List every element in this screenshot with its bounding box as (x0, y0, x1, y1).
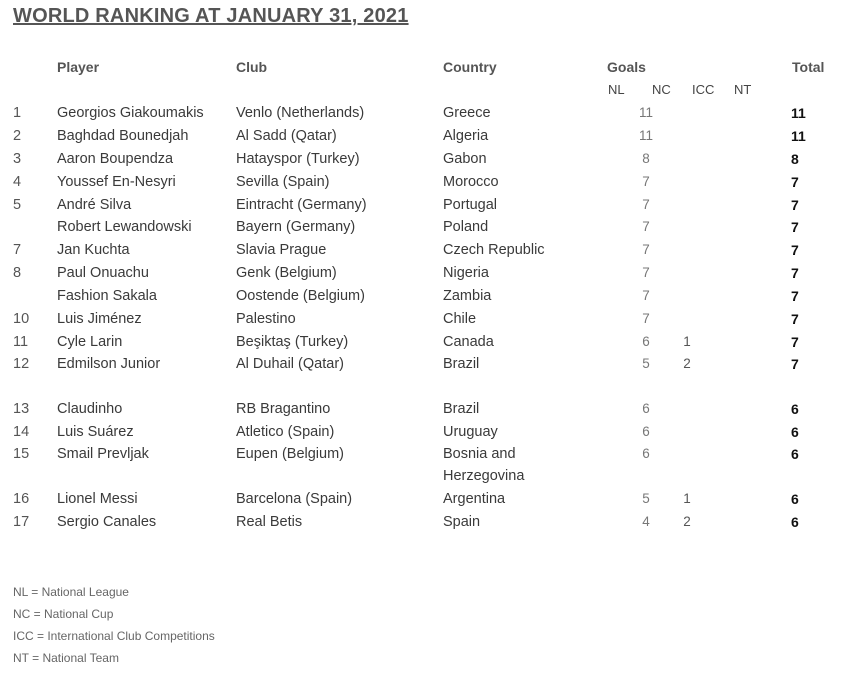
table-row (0, 102, 868, 124)
row-total: 6 (791, 401, 799, 417)
row-club: Hatayspor (Turkey) (236, 151, 360, 167)
row-club: Real Betis (236, 514, 303, 530)
row-total: 7 (791, 242, 799, 258)
row-rank: 16 (13, 491, 30, 507)
row-player: Luis Suárez (57, 424, 134, 440)
row-country: Brazil (443, 401, 480, 417)
row-rank: 4 (13, 174, 22, 190)
subheader-nl: NL (608, 82, 625, 97)
table-row (0, 488, 868, 510)
row-country: Algeria (443, 128, 489, 144)
row-club: Eupen (Belgium) (236, 446, 344, 462)
row-player: Smail Prevljak (57, 446, 149, 462)
header-total: Total (792, 59, 825, 75)
row-total: 7 (791, 311, 799, 327)
row-country: Portugal (443, 197, 498, 213)
legend-icc: ICC = International Club Competitions (13, 629, 215, 643)
row-country: Poland (443, 219, 489, 235)
row-player: Cyle Larin (57, 334, 123, 350)
row-player: Paul Onuachu (57, 265, 149, 281)
row-country: Chile (443, 311, 477, 327)
row-club: Barcelona (Spain) (236, 491, 353, 507)
row-nl-goals: 7 (642, 197, 650, 212)
row-total: 7 (791, 197, 799, 213)
table-row (0, 125, 868, 147)
row-country: Morocco (443, 174, 499, 190)
row-rank: 1 (13, 105, 22, 121)
row-total: 7 (791, 265, 799, 281)
row-nl-goals: 6 (642, 424, 650, 439)
row-player: Lionel Messi (57, 491, 138, 507)
row-country: Nigeria (443, 265, 489, 281)
table-row (0, 194, 868, 216)
table-row (0, 398, 868, 420)
row-total: 11 (791, 128, 806, 144)
subheader-icc: ICC (692, 82, 715, 97)
row-nl-goals: 7 (642, 174, 650, 189)
row-rank: 10 (13, 311, 30, 327)
row-player: Luis Jiménez (57, 311, 142, 327)
row-club: RB Bragantino (236, 401, 331, 417)
row-country: Uruguay (443, 424, 498, 440)
header-country: Country (443, 59, 497, 75)
row-player: Aaron Boupendza (57, 151, 174, 167)
row-rank: 5 (13, 197, 22, 213)
legend-nt: NT = National Team (13, 651, 119, 665)
row-country: Brazil (443, 356, 480, 372)
row-club: Al Duhail (Qatar) (236, 356, 344, 372)
table-row (0, 308, 868, 330)
row-total: 6 (791, 446, 799, 462)
row-club: Slavia Prague (236, 242, 327, 258)
table-row (0, 262, 868, 284)
row-player: Jan Kuchta (57, 242, 130, 258)
row-rank: 3 (13, 151, 22, 167)
subheader-nt: NT (734, 82, 752, 97)
row-rank: 17 (13, 514, 30, 530)
legend-nl: NL = National League (13, 585, 129, 599)
row-total: 8 (791, 151, 799, 167)
legend-nc: NC = National Cup (13, 607, 114, 621)
subheader-nc: NC (652, 82, 671, 97)
row-nc-goals: 1 (683, 334, 691, 349)
row-nl-goals: 7 (642, 219, 650, 234)
row-rank: 13 (13, 401, 30, 417)
table-row (0, 239, 868, 261)
row-country: Canada (443, 334, 494, 350)
page-title: WORLD RANKING AT JANUARY 31, 2021 (13, 5, 409, 27)
row-country: Bosnia and Herzegovina (443, 446, 525, 484)
row-player: Fashion Sakala (57, 288, 157, 304)
row-nl-goals: 6 (642, 446, 650, 461)
row-total: 7 (791, 334, 799, 350)
row-nl-goals: 6 (642, 401, 650, 416)
row-total: 7 (791, 174, 799, 190)
row-country: Argentina (443, 491, 506, 507)
header-goals: Goals (607, 59, 646, 75)
row-player: Robert Lewandowski (57, 219, 192, 235)
row-club: Palestino (236, 311, 296, 327)
row-club: Al Sadd (Qatar) (236, 128, 337, 144)
row-club: Sevilla (Spain) (236, 174, 330, 190)
row-rank: 8 (13, 265, 22, 281)
row-nl-goals: 6 (642, 334, 650, 349)
row-total: 7 (791, 219, 799, 235)
row-nl-goals: 7 (642, 288, 650, 303)
row-club: Oostende (Belgium) (236, 288, 365, 304)
row-player: Youssef En-Nesyri (57, 174, 176, 190)
row-club: Genk (Belgium) (236, 265, 337, 281)
row-nl-goals: 11 (638, 105, 653, 120)
table-row (0, 511, 868, 533)
row-nl-goals: 11 (638, 128, 653, 143)
table-row (0, 285, 868, 307)
row-nl-goals: 5 (642, 491, 650, 506)
row-total: 6 (791, 514, 799, 530)
row-player: André Silva (57, 197, 132, 213)
table-row (0, 148, 868, 170)
header-club: Club (236, 59, 268, 75)
row-club: Venlo (Netherlands) (236, 105, 365, 121)
row-total: 11 (791, 105, 806, 121)
row-rank: 7 (13, 242, 22, 258)
row-country: Greece (443, 105, 491, 121)
row-total: 6 (791, 424, 799, 440)
row-nl-goals: 5 (642, 356, 650, 371)
row-total: 7 (791, 288, 799, 304)
row-club: Eintracht (Germany) (236, 197, 367, 213)
header-player: Player (57, 59, 100, 75)
row-nl-goals: 7 (642, 242, 650, 257)
table-row (0, 331, 868, 353)
row-player: Georgios Giakoumakis (57, 105, 204, 121)
row-total: 6 (791, 491, 799, 507)
table-row (0, 443, 868, 484)
row-player: Sergio Canales (57, 514, 157, 530)
row-nc-goals: 2 (683, 356, 691, 371)
row-nc-goals: 1 (683, 491, 691, 506)
row-rank: 2 (13, 128, 22, 144)
row-nl-goals: 4 (642, 514, 650, 529)
row-country: Zambia (443, 288, 492, 304)
table-row (0, 216, 868, 238)
row-player: Claudinho (57, 401, 123, 417)
row-rank: 11 (13, 334, 29, 350)
row-country: Gabon (443, 151, 487, 167)
row-rank: 14 (13, 424, 30, 440)
row-club: Atletico (Spain) (236, 424, 335, 440)
row-player: Baghdad Bounedjah (57, 128, 189, 144)
row-nl-goals: 7 (642, 265, 650, 280)
table-row (0, 353, 868, 375)
row-nc-goals: 2 (683, 514, 691, 529)
row-total: 7 (791, 356, 799, 372)
row-nl-goals: 8 (642, 151, 650, 166)
row-rank: 15 (13, 446, 30, 462)
row-club: Bayern (Germany) (236, 219, 356, 235)
row-country: Spain (443, 514, 481, 530)
row-player: Edmilson Junior (57, 356, 161, 372)
row-nl-goals: 7 (642, 311, 650, 326)
table-row (0, 171, 868, 193)
table-row (0, 421, 868, 443)
row-club: Beşiktaş (Turkey) (236, 334, 349, 350)
row-country: Czech Republic (443, 242, 545, 258)
row-rank: 12 (13, 356, 30, 372)
